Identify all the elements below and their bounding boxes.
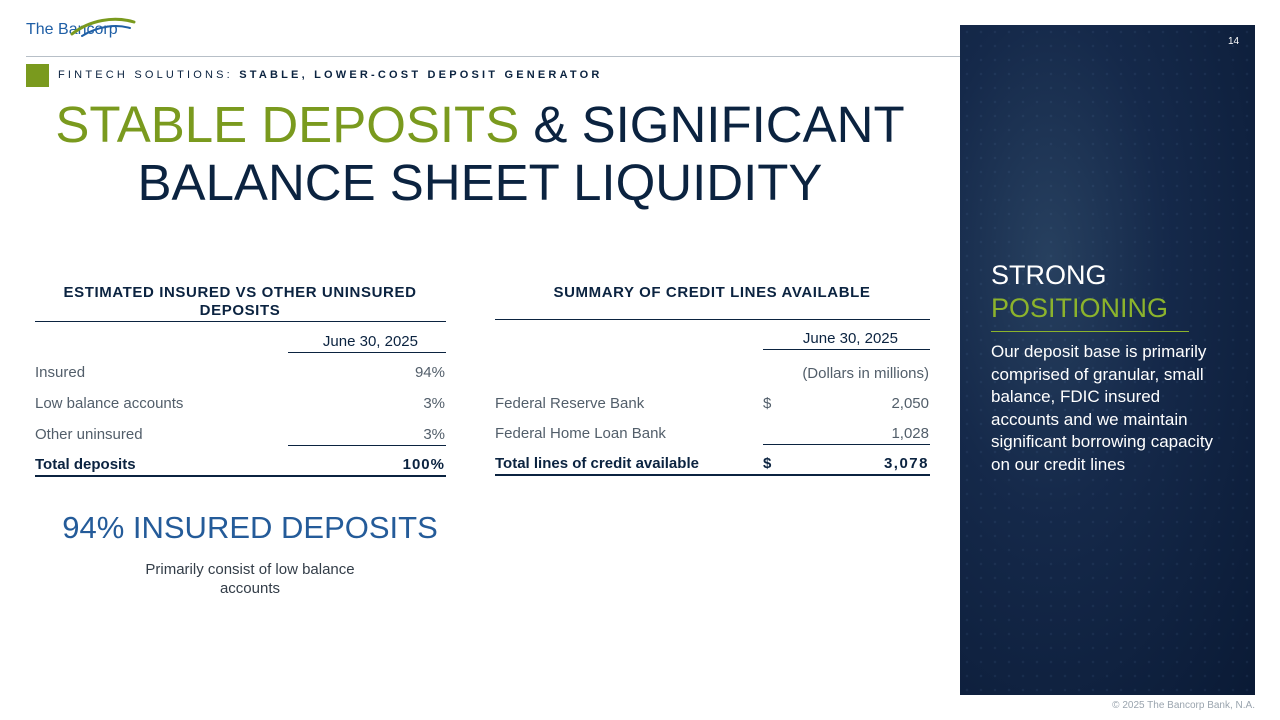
divider — [763, 444, 930, 445]
panel-divider — [991, 331, 1189, 332]
table-row-label: Other uninsured — [35, 426, 143, 443]
credit-column-header: June 30, 2025 — [802, 330, 898, 347]
panel-body-text: Our deposit base is primarily comprised of granular, small balance, FDIC insured accounts and we maintain significant borrowing capacity on our credit lines — [991, 342, 1214, 474]
table-row-value: 2,050 — [891, 395, 929, 412]
section-marker — [26, 64, 49, 87]
currency-symbol: $ — [763, 395, 772, 412]
divider — [288, 352, 446, 353]
table-row-label: Federal Reserve Bank — [495, 395, 645, 412]
insured-deposits-stat: 94% INSURED DEPOSITS — [62, 510, 438, 545]
table-total-label: Total lines of credit available — [495, 455, 699, 472]
insured-deposits-subtext: Primarily consist of low balance accounts — [145, 561, 355, 597]
table-row-value: 1,028 — [891, 425, 929, 442]
divider — [495, 474, 930, 476]
deposits-table-heading: ESTIMATED INSURED VS OTHER UNINSURED DEPOSITS — [63, 284, 417, 319]
section-label: FINTECH SOLUTIONS: STABLE, LOWER-COST DEPOSIT GENERATOR — [58, 69, 603, 81]
table-total-label: Total deposits — [35, 456, 136, 473]
table-row-value: 94% — [414, 364, 445, 381]
table-row-label: Insured — [35, 364, 86, 381]
table-total-value: 3,078 — [883, 455, 929, 472]
divider — [35, 321, 446, 322]
credit-table-heading: SUMMARY OF CREDIT LINES AVAILABLE — [553, 284, 871, 301]
table-total-value: 100% — [402, 456, 445, 473]
panel-title: STRONG POSITIONING — [991, 260, 1169, 323]
logo-swoosh-icon — [70, 16, 136, 38]
divider — [35, 475, 446, 477]
divider — [288, 445, 446, 446]
copyright-footer: © 2025 The Bancorp Bank, N.A. — [1112, 700, 1255, 711]
logo-wordmark: The Bancorp — [26, 21, 118, 38]
page-number: 14 — [1228, 36, 1240, 47]
deposits-column-header: June 30, 2025 — [322, 333, 418, 350]
table-row-label: Low balance accounts — [35, 395, 184, 412]
units-note: (Dollars in millions) — [802, 365, 929, 382]
table-row-value: 3% — [423, 395, 445, 412]
table-row-value: 3% — [423, 426, 445, 443]
currency-symbol: $ — [763, 455, 772, 472]
page-title: STABLE DEPOSITS & SIGNIFICANT BALANCE SHEET LIQUIDITY — [55, 96, 905, 211]
company-logo — [26, 16, 136, 52]
divider — [763, 349, 930, 350]
divider — [495, 319, 930, 320]
table-row-label: Federal Home Loan Bank — [495, 425, 666, 442]
